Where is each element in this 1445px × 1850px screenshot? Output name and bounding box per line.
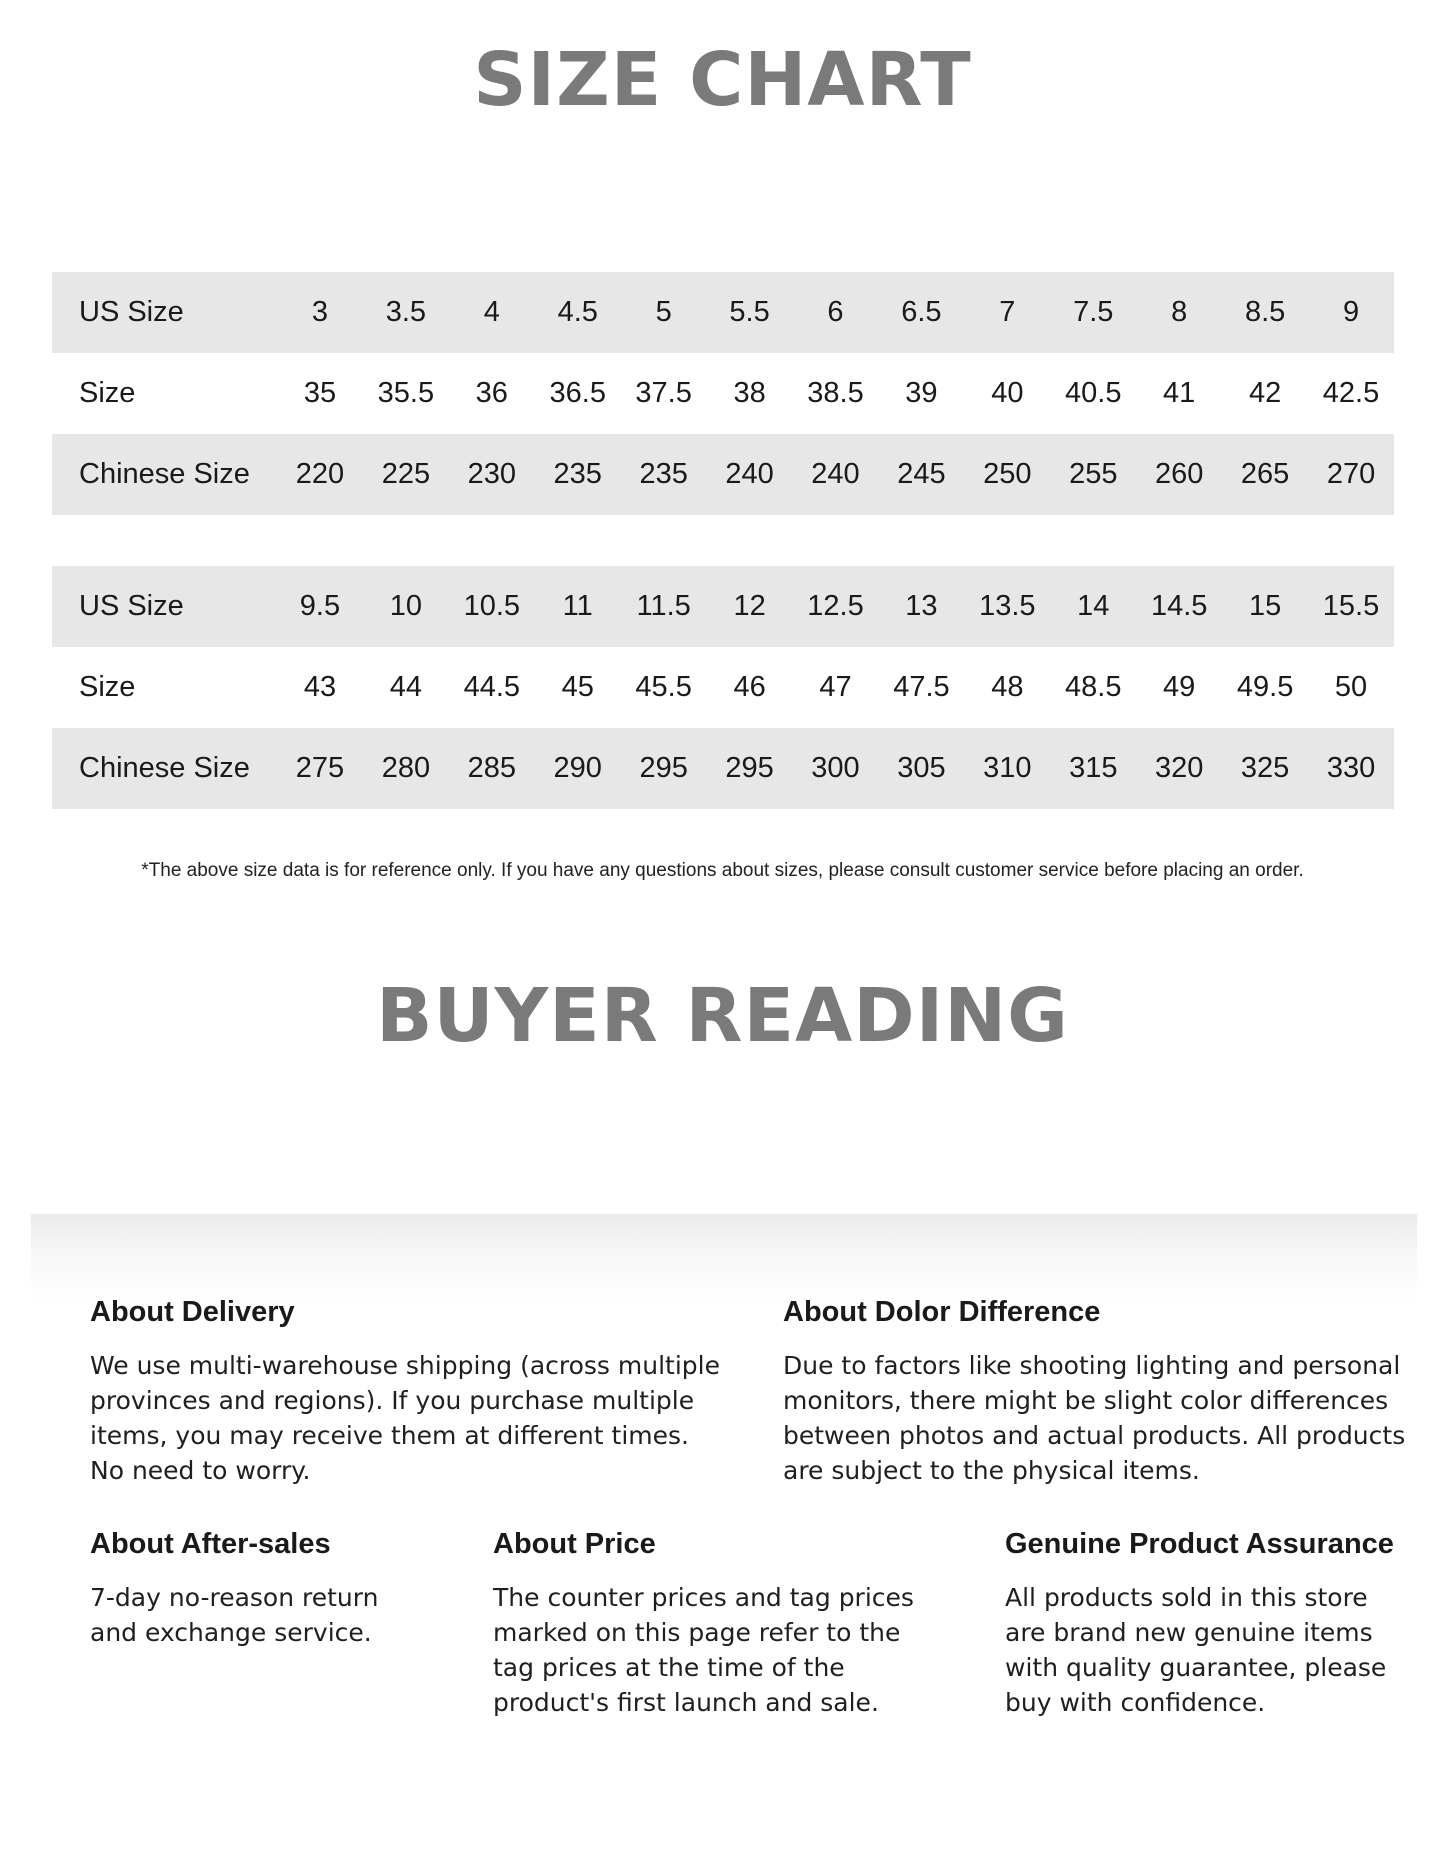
size-chart-title: SIZE CHART xyxy=(473,37,972,123)
table-cell: 36.5 xyxy=(549,377,606,409)
color-difference-heading: About Dolor Difference xyxy=(783,1296,1101,1328)
row-label-chinese-size: Chinese Size xyxy=(52,728,277,809)
table-cell: 4 xyxy=(449,272,535,353)
table-cell: 290 xyxy=(535,728,621,809)
table-cell: 38.5 xyxy=(807,377,864,409)
table-cell: 5.5 xyxy=(707,272,793,353)
after-sales-heading: About After-sales xyxy=(90,1528,331,1560)
table-cell: 330 xyxy=(1308,728,1394,809)
table-cell: 4.5 xyxy=(535,272,621,353)
table-cell: 300 xyxy=(793,728,879,809)
table-row-us-size xyxy=(52,272,1394,353)
table-cell: 325 xyxy=(1222,728,1308,809)
table-cell: 11.5 xyxy=(621,566,707,647)
table-cell: 10 xyxy=(363,566,449,647)
size-table-1 xyxy=(52,272,1394,515)
table-cell: 15.5 xyxy=(1308,566,1394,647)
table-cell: 44 xyxy=(389,671,423,703)
table-cell: 265 xyxy=(1222,434,1308,515)
info-block-genuine-assurance xyxy=(1005,1526,1405,1720)
info-block-delivery xyxy=(90,1294,730,1488)
table-cell: 8.5 xyxy=(1222,272,1308,353)
table-cell: 235 xyxy=(535,434,621,515)
table-cell: 35 xyxy=(303,377,337,409)
table-cell: 40 xyxy=(991,377,1024,409)
buyer-reading-title: BUYER READING xyxy=(376,973,1069,1059)
info-block-price xyxy=(493,1526,933,1720)
table-cell: 235 xyxy=(621,434,707,515)
after-sales-body: 7-day no-reason return and exchange service. xyxy=(90,1583,379,1647)
table-cell: 45 xyxy=(561,671,594,703)
table-cell: 47.5 xyxy=(893,671,950,703)
table-cell: 275 xyxy=(277,728,363,809)
price-heading: About Price xyxy=(493,1528,656,1560)
info-block-color-difference xyxy=(783,1294,1423,1488)
table-cell: 42 xyxy=(1248,377,1282,409)
table-cell: 230 xyxy=(449,434,535,515)
row-label-us-size: US Size xyxy=(52,566,277,647)
table-cell: 9.5 xyxy=(277,566,363,647)
table-cell: 41 xyxy=(1163,377,1196,409)
size-disclaimer: *The above size data is for reference only. If you have any questions about sizes, please consult customer service before placing an order. xyxy=(141,860,1304,881)
table-row-us-size xyxy=(52,566,1394,647)
row-label-size: Size xyxy=(79,671,136,703)
table-cell: 10.5 xyxy=(449,566,535,647)
delivery-heading: About Delivery xyxy=(90,1296,295,1328)
table-cell: 35.5 xyxy=(377,377,435,409)
table-cell: 15 xyxy=(1222,566,1308,647)
size-table-2 xyxy=(52,566,1394,809)
table-cell: 49.5 xyxy=(1236,671,1294,703)
table-cell: 14.5 xyxy=(1136,566,1222,647)
table-cell: 9 xyxy=(1308,272,1394,353)
table-cell: 305 xyxy=(878,728,964,809)
table-cell: 3.5 xyxy=(363,272,449,353)
table-cell: 42.5 xyxy=(1322,377,1380,409)
table-cell: 48.5 xyxy=(1065,671,1122,703)
table-cell: 250 xyxy=(964,434,1050,515)
table-cell: 280 xyxy=(363,728,449,809)
table-cell: 50 xyxy=(1334,671,1368,703)
table-cell: 320 xyxy=(1136,728,1222,809)
table-cell: 39 xyxy=(905,377,938,409)
info-block-after-sales xyxy=(90,1526,430,1650)
table-cell: 315 xyxy=(1050,728,1136,809)
table-cell: 38 xyxy=(733,377,766,409)
table-cell: 285 xyxy=(449,728,535,809)
table-cell: 45.5 xyxy=(635,671,692,703)
table-cell: 6.5 xyxy=(878,272,964,353)
table-cell: 7 xyxy=(964,272,1050,353)
table-cell: 270 xyxy=(1308,434,1394,515)
table-cell: 260 xyxy=(1136,434,1222,515)
table-row-chinese-size xyxy=(52,728,1394,809)
genuine-assurance-heading: Genuine Product Assurance xyxy=(1005,1528,1394,1560)
table-cell: 6 xyxy=(793,272,879,353)
table-cell: 310 xyxy=(964,728,1050,809)
genuine-assurance-body: All products sold in this store are brand new genuine items with quality guarantee, please buy with confidence. xyxy=(1005,1583,1387,1717)
table-cell: 240 xyxy=(707,434,793,515)
table-cell: 49 xyxy=(1163,671,1196,703)
row-label-chinese-size: Chinese Size xyxy=(52,434,277,515)
table-cell: 220 xyxy=(277,434,363,515)
table-cell: 5 xyxy=(621,272,707,353)
table-cell: 12.5 xyxy=(793,566,879,647)
table-cell: 255 xyxy=(1050,434,1136,515)
table-cell: 36 xyxy=(475,377,508,409)
buyer-reading-panel xyxy=(31,1214,1417,1850)
table-row-chinese-size xyxy=(52,434,1394,515)
table-cell: 295 xyxy=(707,728,793,809)
table-cell: 40.5 xyxy=(1065,377,1122,409)
table-cell: 7.5 xyxy=(1050,272,1136,353)
table-cell: 13 xyxy=(878,566,964,647)
row-label-size: Size xyxy=(79,377,136,409)
table-row-size xyxy=(52,353,1394,434)
table-cell: 11 xyxy=(535,566,621,647)
table-cell: 37.5 xyxy=(635,377,692,409)
table-cell: 43 xyxy=(303,671,337,703)
table-cell: 225 xyxy=(363,434,449,515)
row-label-us-size: US Size xyxy=(52,272,277,353)
table-cell: 12 xyxy=(707,566,793,647)
delivery-body: We use multi-warehouse shipping (across multiple provinces and regions). If you purchase multiple items, you may receive them at different times. No need to worry. xyxy=(90,1351,720,1485)
table-cell: 295 xyxy=(621,728,707,809)
table-cell: 240 xyxy=(793,434,879,515)
price-body: The counter prices and tag prices marked on this page refer to the tag prices at the time of the product's first launch and sale. xyxy=(493,1583,914,1717)
table-cell: 8 xyxy=(1136,272,1222,353)
table-cell: 13.5 xyxy=(964,566,1050,647)
table-cell: 46 xyxy=(733,671,766,703)
table-cell: 44.5 xyxy=(463,671,521,703)
table-cell: 47 xyxy=(819,671,852,703)
table-cell: 48 xyxy=(991,671,1024,703)
table-cell: 245 xyxy=(878,434,964,515)
table-cell: 3 xyxy=(277,272,363,353)
table-cell: 14 xyxy=(1050,566,1136,647)
color-difference-body: Due to factors like shooting lighting and personal monitors, there might be slight color differences between photos and actual products. All products are subject to the physical items. xyxy=(783,1351,1406,1485)
table-row-size xyxy=(52,647,1394,728)
